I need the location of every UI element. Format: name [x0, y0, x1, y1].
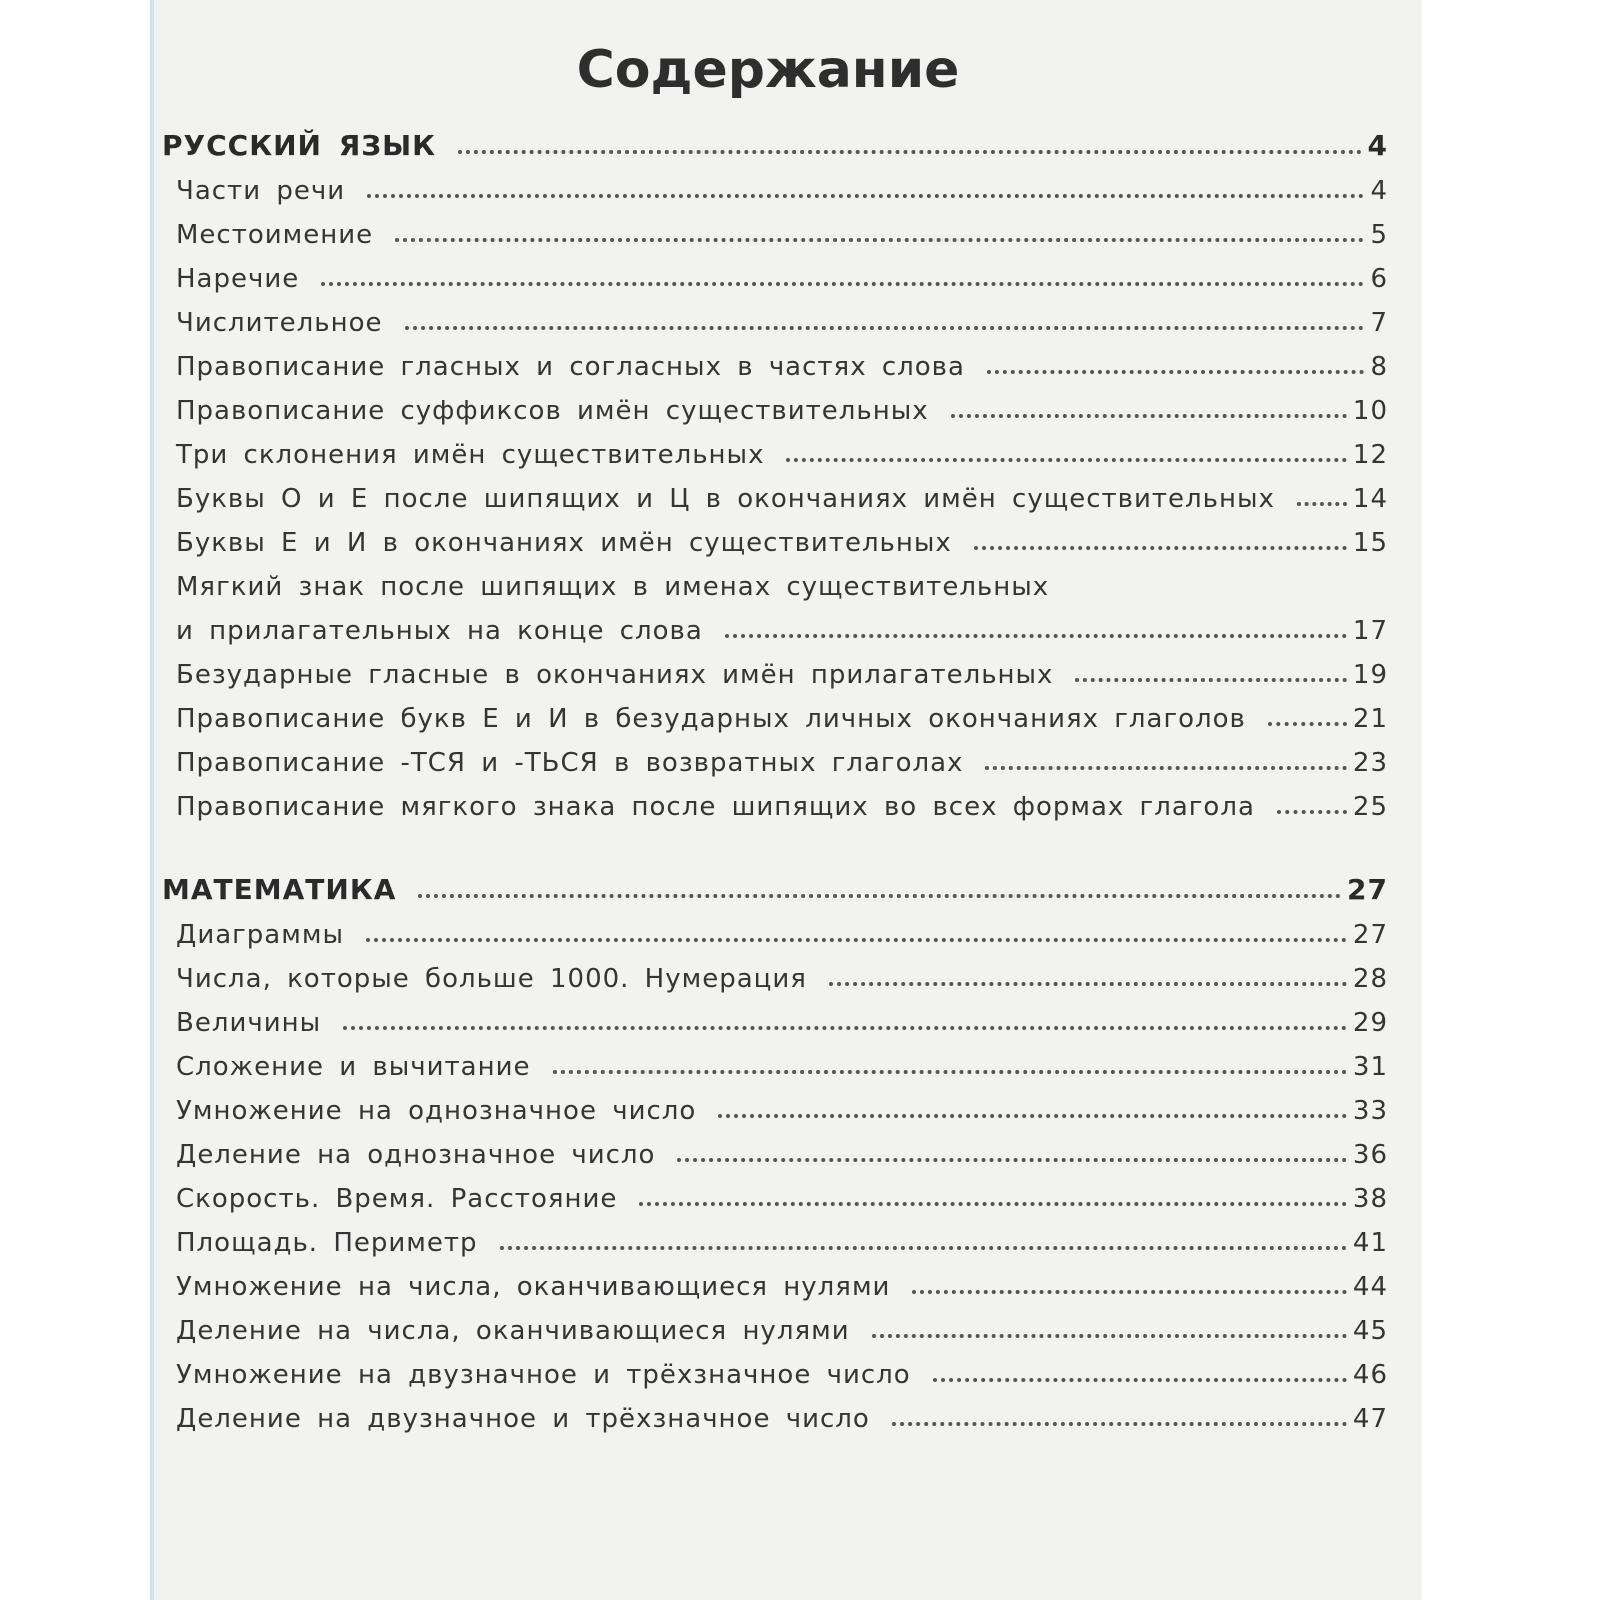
toc-entry [162, 250, 1388, 294]
entry-label: Числительное [176, 308, 383, 338]
toc-entry-continuation [162, 602, 1388, 646]
entry-label: РУССКИЙ ЯЗЫК [162, 129, 437, 162]
page-number: 21 [1352, 704, 1388, 734]
entry-label: МАТЕМАТИКА [162, 873, 397, 906]
dot-leader [1297, 502, 1347, 506]
dot-leader [395, 238, 1364, 242]
toc-entry [162, 690, 1388, 734]
entry-label: Буквы О и Е после шипящих и Ц в окончаниях имён существительных [176, 484, 1275, 514]
page-number: 12 [1352, 440, 1388, 470]
dot-leader [786, 458, 1346, 462]
dot-leader [677, 1158, 1346, 1162]
entry-label: Три склонения имён существительных [176, 440, 765, 470]
entry-label: Правописание гласных и согласных в частях слова [176, 352, 965, 382]
page-number: 41 [1352, 1228, 1388, 1258]
page-number: 31 [1352, 1052, 1388, 1082]
page-number: 6 [1370, 264, 1388, 294]
page-number: 14 [1352, 484, 1388, 514]
dot-leader [458, 150, 1361, 154]
page-number: 17 [1352, 616, 1388, 646]
entry-label: Правописание -ТСЯ и -ТЬСЯ в возвратных глаголах [176, 748, 964, 778]
entry-label: Умножение на числа, оканчивающиеся нулями [176, 1272, 891, 1302]
page-number: 45 [1352, 1316, 1388, 1346]
toc-entry [162, 734, 1388, 778]
page-number: 44 [1352, 1272, 1388, 1302]
toc-entry [162, 950, 1388, 994]
dot-leader [405, 326, 1365, 330]
toc-entry [162, 558, 1388, 602]
page-number: 29 [1352, 1008, 1388, 1038]
entry-label: и прилагательных на конце слова [176, 616, 703, 646]
entry-label: Величины [176, 1008, 322, 1038]
entry-label: Безударные гласные в окончаниях имён прилагательных [176, 660, 1054, 690]
entry-label: Числа, которые больше 1000. Нумерация [176, 964, 807, 994]
dot-leader [1268, 722, 1347, 726]
entry-label: Умножение на двузначное и трёхзначное число [176, 1360, 911, 1390]
page-number: 4 [1367, 129, 1388, 162]
toc-entry [162, 1258, 1388, 1302]
toc-entry [162, 338, 1388, 382]
dot-leader [718, 1114, 1347, 1118]
dot-leader [1075, 678, 1346, 682]
dot-leader [639, 1202, 1347, 1206]
entry-label: Диаграммы [176, 920, 344, 950]
dot-leader [892, 1422, 1347, 1426]
dot-leader [933, 1378, 1347, 1382]
toc-entry [162, 1038, 1388, 1082]
toc-entry [162, 1346, 1388, 1390]
toc-entry [162, 162, 1388, 206]
page-number: 5 [1370, 220, 1388, 250]
toc-entry [162, 778, 1388, 822]
entry-label: Части речи [176, 176, 346, 206]
page-number: 46 [1352, 1360, 1388, 1390]
dot-leader [1277, 810, 1347, 814]
page-number: 38 [1352, 1184, 1388, 1214]
page-title: Содержание [576, 40, 960, 100]
dot-leader [418, 894, 1341, 898]
entry-label: Правописание букв Е и И в безударных личных окончаниях глаголов [176, 704, 1246, 734]
page-number: 10 [1352, 396, 1388, 426]
page-number: 27 [1352, 920, 1388, 950]
toc-entry [162, 1302, 1388, 1346]
entry-label: Деление на двузначное и трёхзначное число [176, 1404, 870, 1434]
entry-label: Мягкий знак после шипящих в именах существительных [176, 572, 1050, 602]
toc-entry [162, 994, 1388, 1038]
page-number: 23 [1352, 748, 1388, 778]
dot-leader [367, 194, 1364, 198]
table-of-contents [162, 118, 1388, 1434]
page-number: 28 [1352, 964, 1388, 994]
toc-entry [162, 1170, 1388, 1214]
dot-leader [725, 634, 1347, 638]
page-number: 27 [1347, 873, 1388, 906]
toc-entry [162, 294, 1388, 338]
dot-leader [872, 1334, 1347, 1338]
toc-entry [162, 646, 1388, 690]
toc-entry [162, 906, 1388, 950]
dot-leader [366, 938, 1347, 942]
entry-label: Сложение и вычитание [176, 1052, 531, 1082]
toc-entry [162, 470, 1388, 514]
entry-label: Умножение на однозначное число [176, 1096, 697, 1126]
entry-label: Наречие [176, 264, 300, 294]
section-heading [162, 118, 1388, 162]
dot-leader [951, 414, 1347, 418]
toc-entry [162, 1126, 1388, 1170]
entry-label: Правописание мягкого знака после шипящих во всех формах глагола [176, 792, 1255, 822]
dot-leader [343, 1026, 1347, 1030]
page-number: 4 [1370, 176, 1388, 206]
entry-label: Деление на числа, оканчивающиеся нулями [176, 1316, 850, 1346]
entry-label: Скорость. Время. Расстояние [176, 1184, 618, 1214]
dot-leader [321, 282, 1364, 286]
dot-leader [985, 766, 1346, 770]
page-number: 8 [1370, 352, 1388, 382]
toc-entry [162, 1390, 1388, 1434]
dot-leader [553, 1070, 1347, 1074]
toc-entry [162, 382, 1388, 426]
toc-entry [162, 206, 1388, 250]
entry-label: Правописание суффиксов имён существительных [176, 396, 929, 426]
page-number: 15 [1352, 528, 1388, 558]
dot-leader [912, 1290, 1346, 1294]
entry-label: Площадь. Периметр [176, 1228, 478, 1258]
entry-label: Буквы Е и И в окончаниях имён существительных [176, 528, 952, 558]
page-number: 25 [1352, 792, 1388, 822]
dot-leader [500, 1246, 1347, 1250]
page-number: 33 [1352, 1096, 1388, 1126]
toc-entry [162, 514, 1388, 558]
page-number: 36 [1352, 1140, 1388, 1170]
page-number: 47 [1352, 1404, 1388, 1434]
toc-entry [162, 1214, 1388, 1258]
page-number: 7 [1370, 308, 1388, 338]
dot-leader [829, 982, 1347, 986]
entry-label: Местоимение [176, 220, 374, 250]
book-page [150, 0, 1422, 1600]
dot-leader [974, 546, 1347, 550]
section-heading [162, 862, 1388, 906]
toc-entry [162, 1082, 1388, 1126]
page-number: 19 [1352, 660, 1388, 690]
dot-leader [987, 370, 1365, 374]
toc-entry [162, 426, 1388, 470]
entry-label: Деление на однозначное число [176, 1140, 656, 1170]
